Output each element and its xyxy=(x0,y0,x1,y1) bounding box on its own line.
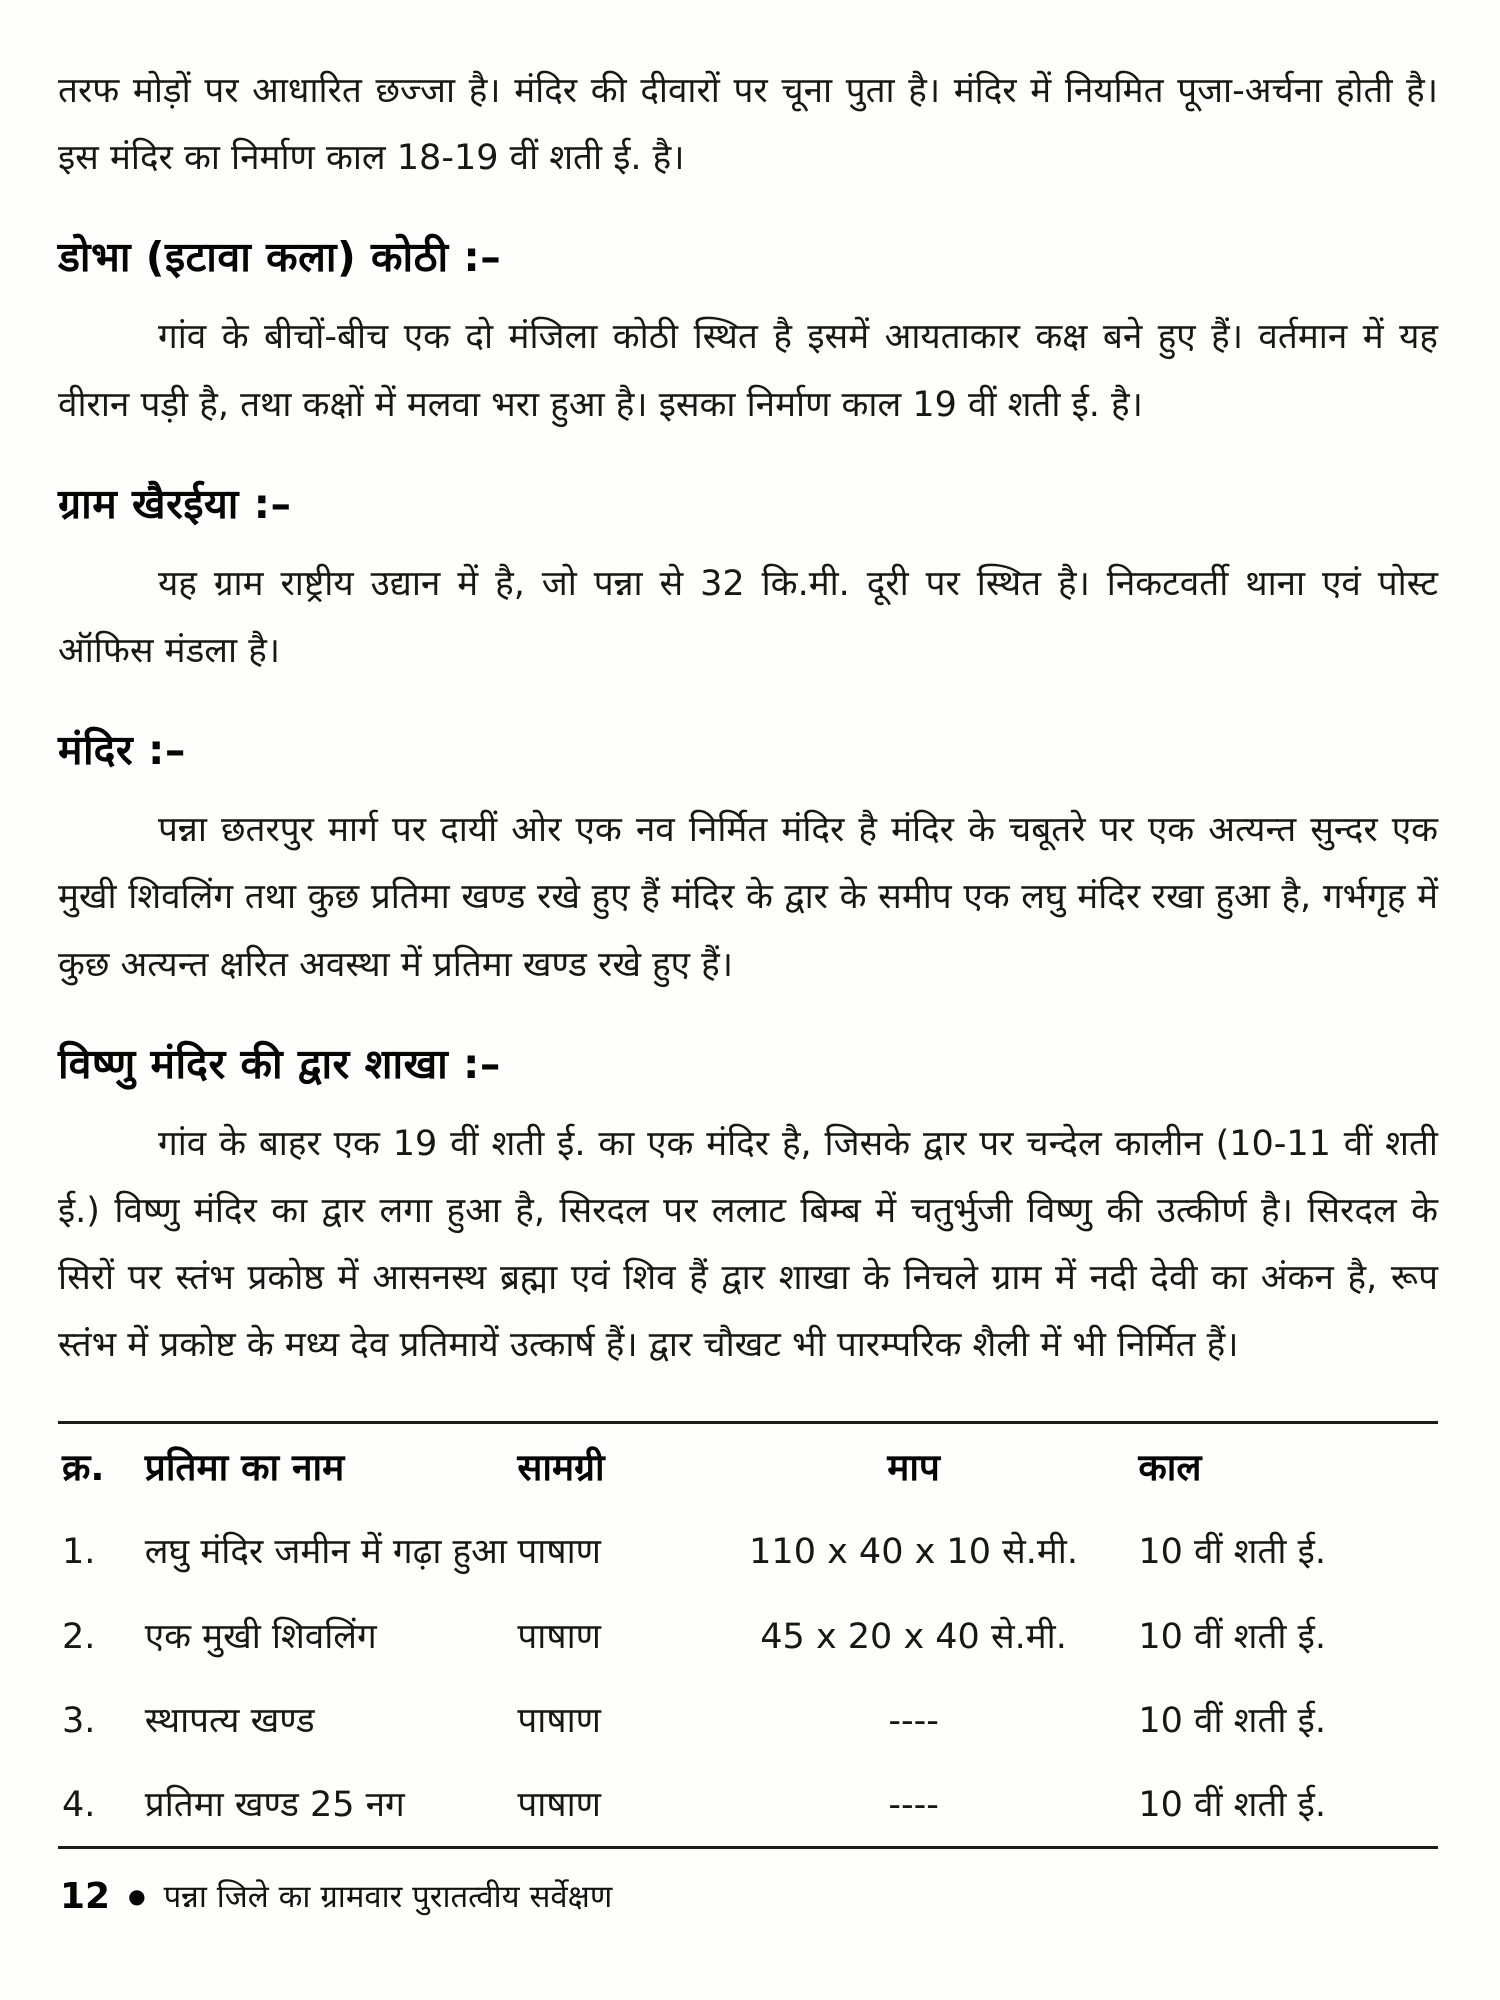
cell-size: 45 x 20 x 40 से.मी. xyxy=(760,1616,1067,1657)
cell-period: 10 वीं शती ई. xyxy=(1138,1532,1326,1573)
cell-size: ---- xyxy=(888,1785,939,1826)
section-paragraph-vishnu-mandir-dwar-shakha: गांव के बाहर एक 19 वीं शती ई. का एक मंदिर है, जिसके द्वार पर चन्देल कालीन (10-11 वीं शती ई.) विष्णु मंदिर का द्वार लगा हुआ है, सिरदल पर ललाट बिम्ब में चतुर्भुजी विष्णु की उत्कीर्ण है। सिरदल के सिरों पर स्तंभ प्रकोष्ठ में आसनस्थ ब्रह्मा एवं शिव हैं द्वार शाखा के निचले ग्राम में नदी देवी का अंकन है, रूप स्तंभ में प्रकोष्ट के मध्य देव प्रतिमायें उत्कार्ष हैं। द्वार चौखट भी पारम्परिक शैली में भी निर्मित हैं। xyxy=(58,1123,1438,1366)
section-heading-mandir: मंदिर :– xyxy=(58,726,186,775)
section-paragraph-dobha-itawa-kothi: गांव के बीचों-बीच एक दो मंजिला कोठी स्थित है इसमें आयताकार कक्ष बने हुए हैं। वर्तमान में यह वीरान पड़ी है, तथा कक्षों में मलवा भरा हुआ है। इसका निर्माण काल 19 वीं शती ई. है। xyxy=(58,317,1438,425)
cell-material: पाषाण xyxy=(517,1532,601,1573)
cell-period: 10 वीं शती ई. xyxy=(1138,1700,1326,1741)
cell-serial: 3. xyxy=(62,1700,96,1741)
table-row xyxy=(58,1762,1438,1848)
cell-material: पाषाण xyxy=(517,1700,601,1741)
table-header-row xyxy=(58,1423,1438,1510)
cell-size: 110 x 40 x 10 से.मी. xyxy=(749,1532,1078,1573)
cell-period: 10 वीं शती ई. xyxy=(1138,1785,1326,1826)
table-header-serial: क्र. xyxy=(62,1446,105,1490)
bullet-icon: ● xyxy=(128,1884,146,1909)
cell-name: स्थापत्य खण्ड xyxy=(144,1700,315,1741)
cell-material: पाषाण xyxy=(517,1616,601,1657)
section-heading-vishnu-mandir-dwar-shakha: विष्णु मंदिर की द्वार शाखा :– xyxy=(58,1039,501,1088)
page-footer xyxy=(58,1875,1438,1917)
artifact-table xyxy=(58,1421,1438,1849)
table-row xyxy=(58,1509,1438,1593)
table-header-size: माप xyxy=(887,1446,940,1490)
artifact-table-grid xyxy=(58,1421,1438,1849)
table-row xyxy=(58,1594,1438,1678)
section-heading-dobha-itawa-kothi: डोभा (इटावा कला) कोठी :– xyxy=(58,233,502,282)
footer-book-title: पन्ना जिले का ग्रामवार पुरातत्वीय सर्वेक्षण xyxy=(163,1879,613,1916)
cell-serial: 2. xyxy=(62,1616,96,1657)
table-header-period: काल xyxy=(1138,1446,1202,1490)
table-header-material: सामग्री xyxy=(517,1446,605,1490)
section-heading-gram-khairaiya: ग्राम खैरईया :– xyxy=(58,479,292,528)
table-row xyxy=(58,1678,1438,1762)
cell-material: पाषाण xyxy=(517,1785,601,1826)
table-header-name: प्रतिमा का नाम xyxy=(144,1446,345,1490)
cell-name: एक मुखी शिवलिंग xyxy=(144,1616,377,1657)
cell-name: लघु मंदिर जमीन में गढ़ा हुआ xyxy=(144,1532,507,1573)
page-number: 12 xyxy=(60,1875,111,1917)
cell-serial: 4. xyxy=(62,1785,96,1826)
cell-period: 10 वीं शती ई. xyxy=(1138,1616,1326,1657)
section-paragraph-mandir: पन्ना छतरपुर मार्ग पर दायीं ओर एक नव निर्मित मंदिर है मंदिर के चबूतरे पर एक अत्यन्त सुन्दर एक मुखी शिवलिंग तथा कुछ प्रतिमा खण्ड रखे हुए हैं मंदिर के द्वार के समीप एक लघु मंदिर रखा हुआ है, गर्भगृह में कुछ अत्यन्त क्षरित अवस्था में प्रतिमा खण्ड रखे हुए हैं। xyxy=(58,810,1438,985)
cell-size: ---- xyxy=(888,1700,939,1741)
cell-serial: 1. xyxy=(62,1532,96,1573)
cell-name: प्रतिमा खण्ड 25 नग xyxy=(144,1785,405,1826)
section-paragraph-gram-khairaiya: यह ग्राम राष्ट्रीय उद्यान में है, जो पन्ना से 32 कि.मी. दूरी पर स्थित है। निकटवर्ती थाना एवं पोस्ट ऑफिस मंडला है। xyxy=(58,563,1438,671)
paragraph-continuation: तरफ मोड़ों पर आधारित छज्जा है। मंदिर की दीवारों पर चूना पुता है। मंदिर में नियमित पूजा-अर्चना होती है। इस मंदिर का निर्माण काल 18-19 वीं शती ई. है। xyxy=(58,71,1438,179)
